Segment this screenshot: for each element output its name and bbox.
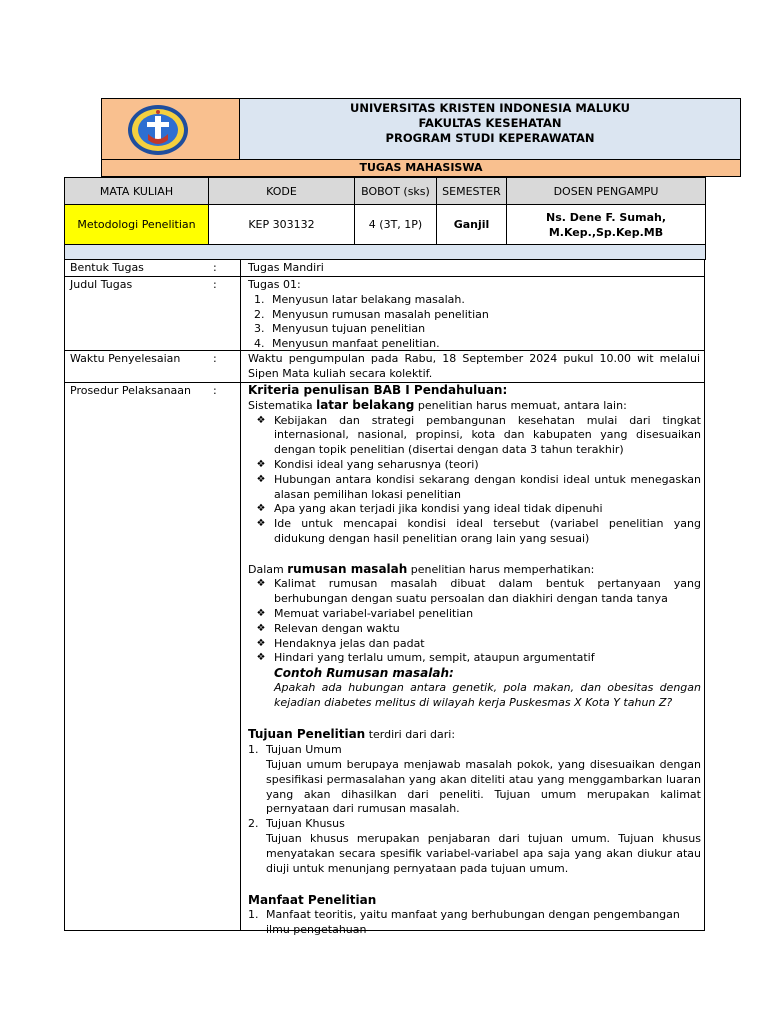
latar-belakang-intro: Sistematika latar belakang penelitian harus memuat, antara lain:: [248, 397, 627, 412]
info-header-row: [65, 178, 706, 205]
kode-value: KEP 303132: [209, 205, 355, 245]
waktu-value: Waktu pengumpulan pada Rabu, 18 September 2024 pukul 10.00 wit melalui Sipen Mata kuliah secara kolektif.: [248, 352, 700, 380]
dosen-line2: M.Kep.,Sp.Kep.MB: [548, 225, 664, 239]
prosedur-value: [245, 383, 701, 937]
judul-colon: :: [213, 278, 217, 291]
bentuk-tugas-value: Tugas Mandiri: [248, 261, 324, 274]
list-item: 1. Menyusun latar belakang masalah.: [254, 292, 465, 306]
judul-tugas-row: [65, 276, 704, 350]
list-item: 4. Menyusun manfaat penelitian.: [254, 337, 440, 351]
logo-cell: [102, 99, 240, 159]
header-semester: SEMESTER: [437, 178, 507, 205]
bentuk-tugas-row: [65, 259, 704, 276]
contoh-text: Apakah ada hubungan antara genetik, pola makan, dan obesitas dengan kejadian diabetes melitus di wilayah kerja Puskesmas X Kota Y tahun Z?: [274, 680, 701, 709]
semester-value: Ganjil: [437, 205, 507, 245]
list-item: 3. Menyusun tujuan penelitian: [254, 322, 426, 336]
tujuan-intro: Tujuan Penelitian terdiri dari dari:: [248, 727, 456, 742]
contoh-title: Contoh Rumusan masalah:: [274, 666, 454, 681]
prosedur-label: Prosedur Pelaksanaan: [70, 384, 191, 397]
separator-row: [65, 245, 706, 260]
list-item: ❖ Hindari yang terlalu umum, sempit, ataupun argumentatif: [256, 651, 595, 665]
tujuan-khusus-text: Tujuan khusus merupakan penjabaran dari tujuan umum. Tujuan khusus menyatakan secara spesifik variabel-variabel apa saja yang akan diukur atau diuji untuk menunjang pernyataan pada tujuan umum.: [266, 831, 701, 875]
judul-tugas-value: [245, 278, 700, 352]
course-info-table: [64, 177, 706, 260]
manfaat-title: Manfaat Penelitian: [248, 893, 377, 908]
list-item: ❖ Kebijakan dan strategi pembangunan kesehatan mulai dari tingkat internasional, nasional, propinsi, kota dan kabupaten yang disesuaikan dengan topik penelitian (disertai dengan data 3 tahun terakhir): [256, 413, 701, 457]
list-item: ❖ Apa yang akan terjadi jika kondisi yang ideal tidak dipenuhi: [256, 502, 603, 516]
waktu-colon: :: [213, 352, 217, 365]
kriteria-title: Kriteria penulisan BAB I Pendahuluan:: [248, 383, 508, 397]
tugas-mahasiswa-bar: TUGAS MAHASISWA: [101, 160, 741, 177]
list-item: ❖ Hendaknya jelas dan padat: [256, 636, 425, 650]
document-header: [101, 98, 741, 160]
bobot-value: 4 (3T, 1P): [355, 205, 437, 245]
list-item: ❖ Ide untuk mencapai kondisi ideal tersebut (variabel penelitian yang didukung dengan hasil penelitian orang lain yang sesuai): [256, 517, 701, 545]
waktu-label: Waktu Penyelesaian: [70, 352, 181, 365]
list-item: ❖ Kalimat rumusan masalah dibuat dalam bentuk pertanyaan yang berhubungan dengan suatu persoalan dan diakhiri dengan tanda tanya: [256, 577, 701, 606]
list-item: ❖ Hubungan antara kondisi sekarang dengan kondisi ideal untuk menegaskan alasan pemilihan lokasi penelitian: [256, 472, 701, 501]
university-name: UNIVERSITAS KRISTEN INDONESIA MALUKU: [349, 101, 631, 115]
header-kode: KODE: [209, 178, 355, 205]
dosen-line1: Ns. Dene F. Sumah,: [545, 210, 667, 224]
dosen-value: [507, 205, 706, 245]
header-title: [240, 99, 740, 159]
bentuk-colon: :: [213, 261, 217, 274]
list-item: 2. Tujuan Khusus: [248, 817, 345, 831]
task-detail: [64, 259, 705, 936]
info-value-row: [65, 205, 706, 245]
rumusan-masalah-intro: Dalam rumusan masalah penelitian harus memperhatikan:: [248, 561, 595, 576]
list-item: 2. Menyusun rumusan masalah penelitian: [254, 307, 489, 321]
prosedur-row: [65, 382, 704, 936]
list-item: ❖ Relevan dengan waktu: [256, 621, 400, 635]
waktu-row: [65, 350, 704, 382]
list-item: 1. Tujuan Umum: [248, 743, 342, 757]
judul-intro: Tugas 01:: [248, 278, 301, 291]
prosedur-colon: :: [213, 384, 217, 397]
header-mata-kuliah: MATA KULIAH: [65, 178, 209, 205]
judul-tugas-label: Judul Tugas: [70, 278, 133, 291]
university-logo: [126, 104, 190, 156]
list-item: ❖ Memuat variabel-variabel penelitian: [256, 606, 474, 620]
list-item: 1. Manfaat teoritis, yaitu manfaat yang berhubungan dengan pengembangan ilmu pengetahuan: [248, 907, 680, 936]
bentuk-tugas-label: Bentuk Tugas: [70, 261, 144, 274]
header-dosen: DOSEN PENGAMPU: [507, 178, 706, 205]
program-name: PROGRAM STUDI KEPERAWATAN: [385, 131, 595, 145]
faculty-name: FAKULTAS KESEHATAN: [418, 116, 562, 130]
list-item: ❖ Kondisi ideal yang seharusnya (teori): [256, 457, 479, 471]
header-bobot: BOBOT (sks): [355, 178, 437, 205]
tujuan-umum-text: Tujuan umum berupaya menjawab masalah pokok, yang disesuaikan dengan spesifikasi permasalahan yang akan diteliti atau yang menggambarkan luaran yang akan dihasilkan dari peneliti. Tujuan umum merupakan kalimat pernyataan dari rumusan masalah.: [266, 757, 701, 816]
mata-kuliah-value: Metodologi Penelitian: [65, 205, 209, 245]
